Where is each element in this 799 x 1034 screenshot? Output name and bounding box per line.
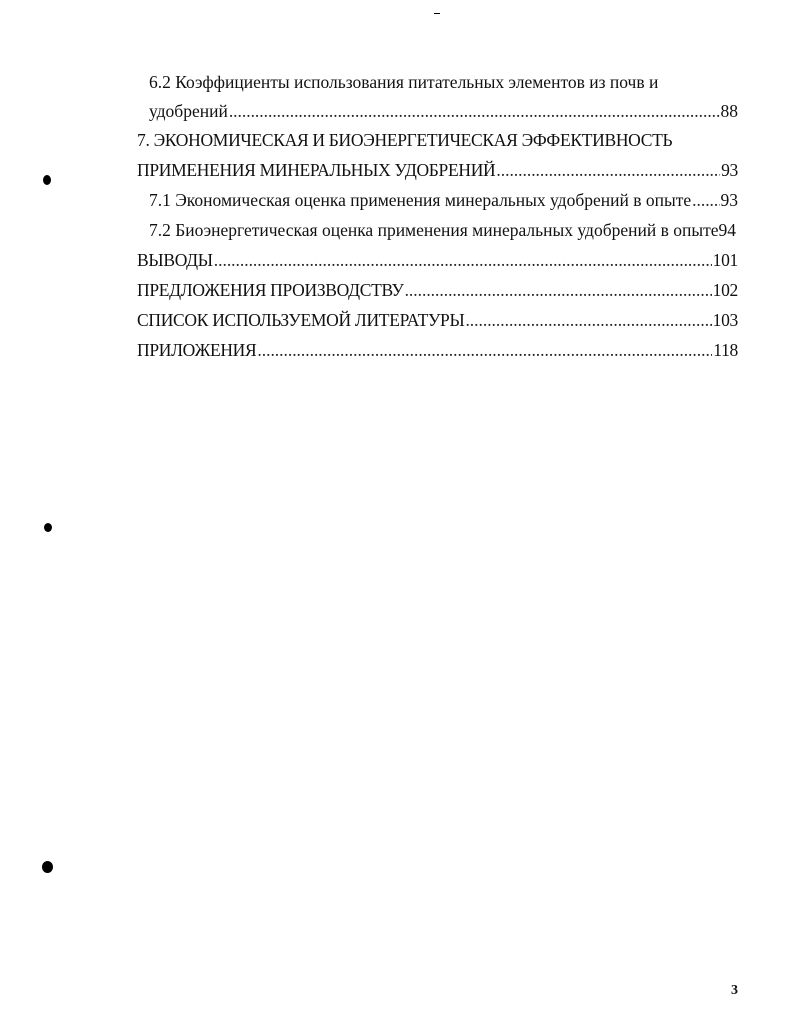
toc-page-number: 101	[712, 250, 738, 270]
leader-dots	[214, 245, 712, 275]
toc-entry-label: ВЫВОДЫ	[137, 250, 213, 270]
toc-entry-label: ПРИЛОЖЕНИЯ	[137, 340, 257, 360]
scan-artifact	[44, 523, 52, 532]
page-number: 3	[731, 983, 738, 998]
toc-entry-references	[137, 305, 738, 335]
toc-entry-conclusions	[137, 245, 738, 275]
leader-dots	[692, 185, 719, 215]
leader-dots	[496, 155, 720, 185]
toc-entry-6-2-line2	[149, 96, 738, 126]
toc-entry-7-2	[149, 215, 738, 245]
toc-page-number: 103	[712, 310, 738, 330]
toc-entry-label: ПРЕДЛОЖЕНИЯ ПРОИЗВОДСТВУ	[137, 280, 404, 300]
toc-entry-chapter-7-line1	[137, 125, 672, 155]
scan-artifact	[434, 13, 440, 14]
toc-page-number: 118	[713, 340, 738, 360]
scan-artifact	[42, 861, 53, 873]
leader-dots	[257, 335, 712, 365]
toc-page-number: 102	[712, 280, 738, 300]
toc-page-number: 93	[721, 160, 738, 180]
toc-entry-proposals	[137, 275, 738, 305]
toc-entry-label: 6.2 Коэффициенты использования питательных элементов из почв и	[149, 72, 659, 92]
toc-entry-label: СПИСОК ИСПОЛЬЗУЕМОЙ ЛИТЕРАТУРЫ	[137, 310, 465, 330]
leader-dots	[229, 96, 720, 126]
toc-entry-label: 7. ЭКОНОМИЧЕСКАЯ И БИОЭНЕРГЕТИЧЕСКАЯ ЭФФЕКТИВНОСТЬ	[137, 130, 673, 150]
toc-entry-chapter-7-line2	[137, 155, 738, 185]
scan-artifact	[43, 175, 51, 185]
toc-entry-label: 7.1 Экономическая оценка применения минеральных удобрений в опыте	[149, 190, 692, 210]
toc-entry-label: ПРИМЕНЕНИЯ МИНЕРАЛЬНЫХ УДОБРЕНИЙ	[137, 160, 496, 180]
toc-page-number: 93	[720, 190, 738, 210]
toc-page-number: 88	[720, 101, 738, 121]
toc-entry-7-1	[149, 185, 738, 215]
toc-entry-label: удобрений	[149, 101, 228, 121]
toc-page-number: 94	[718, 220, 737, 240]
leader-dots	[405, 275, 712, 305]
toc-entry-appendices	[137, 335, 738, 365]
toc-entry-label: 7.2 Биоэнергетическая оценка применения минеральных удобрений в опыте	[149, 220, 719, 240]
leader-dots	[465, 305, 711, 335]
toc-entry-6-2-line1	[149, 67, 658, 97]
